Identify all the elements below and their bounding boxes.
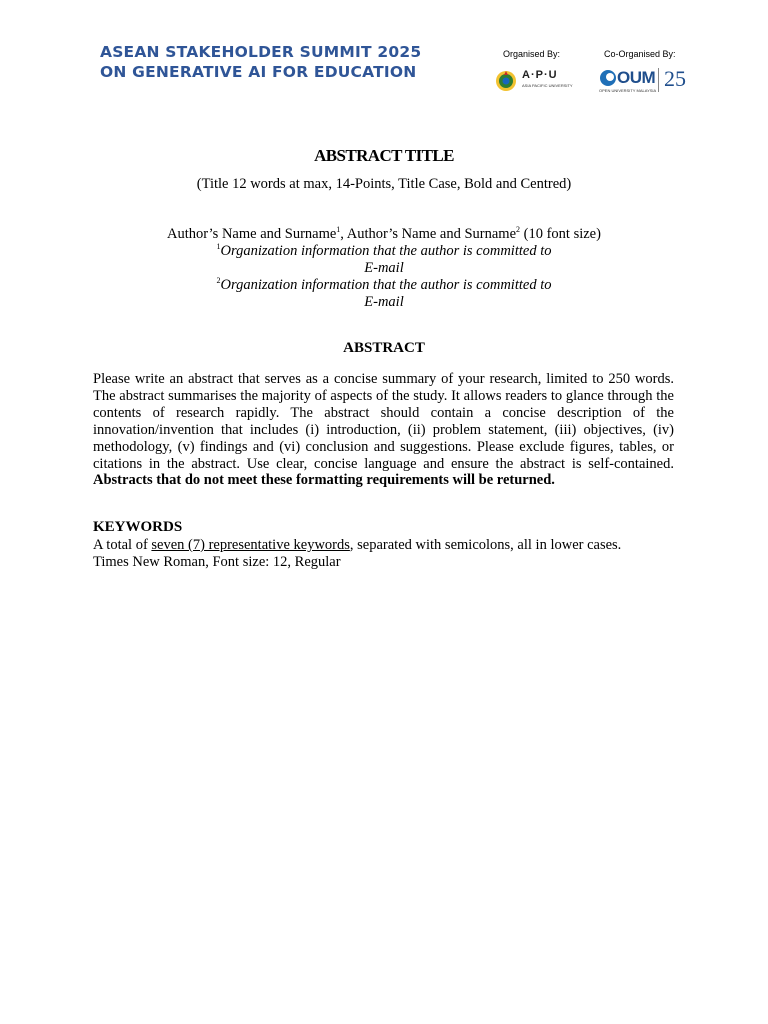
oum-logo	[598, 66, 692, 96]
keywords-suffix: , separated with semicolons, all in lower cases.	[349, 537, 622, 553]
organised-by-label: Organised By:	[503, 49, 561, 59]
summit-title-line2: ON GENERATIVE AI FOR EDUCATION	[100, 63, 417, 81]
keywords-font-note: Times New Roman, Font size: 12, Regular	[93, 554, 341, 570]
keywords-count-underlined: seven (7) representative keywords	[151, 537, 350, 553]
author-line	[0, 226, 768, 243]
apu-logo-text: A·P·U	[522, 69, 558, 81]
abstract-title: ABSTRACT TITLE	[314, 146, 454, 165]
email-1: E-mail	[364, 260, 404, 276]
affiliation-2-superscript: 2	[216, 276, 221, 285]
apu-crest-icon	[494, 69, 518, 93]
author-2-name: Author’s Name and Surname	[346, 226, 517, 242]
apu-logo-subtext: ASIA PACIFIC UNIVERSITY	[522, 83, 573, 88]
keywords-heading: KEYWORDS	[93, 519, 183, 535]
author-separator: ,	[340, 226, 347, 242]
author-font-note: (10 font size)	[520, 226, 601, 242]
co-organised-by-label: Co-Organised By:	[604, 49, 676, 59]
oum-anniversary-mark: 25	[664, 66, 686, 91]
author-1-name: Author’s Name and Surname	[167, 226, 337, 242]
affiliation-1	[0, 243, 768, 260]
affiliation-2	[0, 277, 768, 294]
abstract-text: Please write an abstract that serves as a concise summary of your research, limited to 250 words. The abstract summarises the majority of aspects of the study. It allows readers to glance through the contents of research rapidly. The abstract should contain a concise description of the innovation/invention that includes (i) introduction, (ii) problem statement, (iii) objectives, (iv) methodology, (v) findings and (vi) conclusion and suggestions. Please exclude figures, tables, or citations in the abstract. Use clear, concise language and ensure the abstract is self-contained.	[93, 371, 674, 472]
apu-logo	[494, 68, 590, 94]
email-2: E-mail	[364, 294, 404, 310]
oum-logo-text: OUM	[617, 68, 656, 87]
keywords-prefix: A total of	[93, 537, 152, 553]
abstract-warning: Abstracts that do not meet these formatting requirements will be returned.	[93, 472, 555, 489]
title-instructions: (Title 12 words at max, 14-Points, Title Case, Bold and Centred)	[196, 176, 572, 192]
summit-title-line1: ASEAN STAKEHOLDER SUMMIT 2025	[100, 43, 422, 61]
keywords-instruction	[93, 537, 621, 554]
oum-swirl-icon	[599, 69, 617, 87]
affiliation-1-text: Organization information that the author is committed to	[220, 243, 552, 259]
abstract-heading: ABSTRACT	[343, 340, 425, 356]
author-2-superscript: 2	[516, 225, 521, 234]
summit-title	[100, 42, 421, 82]
author-1-superscript: 1	[336, 225, 341, 234]
logo-divider	[658, 68, 659, 92]
affiliation-2-text: Organization information that the author is committed to	[220, 277, 552, 293]
oum-logo-subtext: OPEN UNIVERSITY MALAYSIA	[599, 88, 657, 93]
abstract-paragraph	[93, 371, 674, 489]
affiliation-1-superscript: 1	[216, 242, 221, 251]
